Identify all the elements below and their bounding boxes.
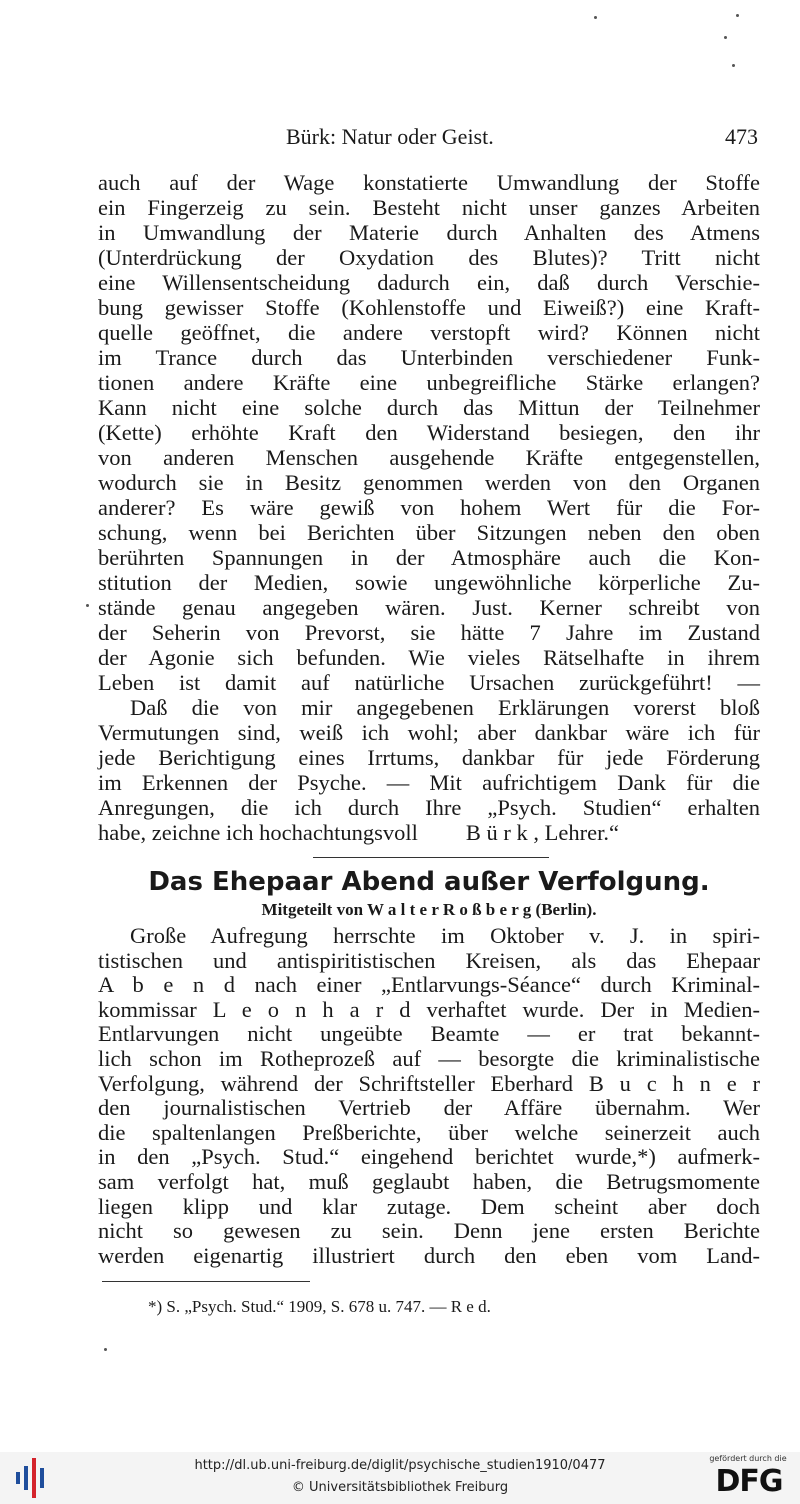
text-line: nicht so gewesen zu sein. Denn jene ersten Berichte [98, 1218, 760, 1244]
text-line: Daß die von mir angegebenen Erklärungen vorerst bloß [130, 695, 760, 720]
running-header [98, 124, 758, 156]
section-divider [313, 857, 549, 858]
text-line: Entlarvungen nicht ungeübte Beamte — er trat bekannt- [98, 1021, 760, 1047]
text-line: Kann nicht eine solche durch das Mittun der Teilnehmer [98, 395, 760, 420]
text-line: lich schon im Rotheprozeß auf — besorgte die kriminalistische [98, 1045, 760, 1071]
letter-text [98, 170, 760, 845]
text-line: auch auf der Wage konstatierte Umwandlung der Stoffe [98, 170, 760, 195]
text-line: tistischen und antispiritistischen Kreisen, als das Ehepaar [98, 947, 760, 973]
article-text [98, 924, 760, 1268]
signature-name: B ü r k , Lehrer.“ [465, 820, 619, 845]
viewer-footer [0, 1452, 800, 1504]
text-line: im Erkennen der Psyche. — Mit aufrichtigem Dank für die [98, 770, 760, 795]
text-line: werden eigenartig illustriert durch den eben vom Land- [98, 1242, 760, 1268]
text-line: in Umwandlung der Materie durch Anhalten des Atmens [98, 220, 760, 245]
text-line: anderer? Es wäre gewiß von hohem Wert für die For- [98, 495, 760, 520]
text-line: A b e n d nach einer „Entlarvungs-Séance“ durch Kriminal- [98, 972, 760, 998]
article-title: Das Ehepaar Abend außer Verfolgung. [148, 867, 710, 897]
text-line: jede Berichtigung eines Irrtums, dankbar für jede Förderung [98, 745, 760, 770]
text-line: Vermutungen sind, weiß ich wohl; aber dankbar wäre ich für [98, 720, 760, 745]
permalink-url[interactable]: http://dl.ub.uni-freiburg.de/diglit/psychische_studien1910/0477 [194, 1458, 606, 1473]
footnote: *) S. „Psych. Stud.“ 1909, S. 678 u. 747. — R e d. [148, 1297, 491, 1316]
scan-speck [104, 1348, 107, 1351]
text-line: Große Aufregung herrschte im Oktober v. J. in spiri- [130, 923, 760, 948]
scan-speck [724, 36, 727, 39]
ub-freiburg-logo-icon[interactable] [14, 1458, 48, 1498]
text-line: (Unterdrückung der Oxydation des Blutes)? Tritt nicht [98, 245, 760, 270]
text-line: liegen klipp und klar zutage. Dem scheint aber doch [98, 1193, 760, 1219]
copyright-notice: © Universitätsbibliothek Freiburg [291, 1480, 509, 1495]
text-line: im Trance durch das Unterbinden verschiedener Funk- [98, 345, 760, 370]
text-line: den journalistischen Vertrieb der Affäre übernahm. Wer [98, 1095, 760, 1121]
text-line: stitution der Medien, sowie ungewöhnliche körperliche Zu- [98, 570, 760, 595]
text-line: Anregungen, die ich durch Ihre „Psych. Studien“ erhalten [98, 795, 760, 820]
text-line: berührten Spannungen in der Atmosphäre auch die Kon- [98, 545, 760, 570]
text-line: tionen andere Kräfte eine unbegreifliche Stärke erlangen? [98, 370, 760, 395]
text-line: wodurch sie in Besitz genommen werden von den Organen [98, 470, 760, 495]
text-line: die spaltenlangen Preßberichte, über welche seinerzeit auch [98, 1119, 760, 1145]
text-line: von anderen Menschen ausgehende Kräfte entgegenstellen, [98, 445, 760, 470]
signature-line [98, 820, 760, 845]
article-byline: Mitgeteilt von W a l t e r R o ß b e r g (Berlin). [261, 900, 597, 919]
text-line: der Agonie sich befunden. Wie vieles Rätselhafte in ihrem [98, 645, 760, 670]
text-line: quelle geöffnet, die andere verstopft wird? Können nicht [98, 320, 760, 345]
funding-note: gefördert durch die [709, 1454, 787, 1463]
page-number: 473 [725, 124, 758, 149]
text-line: schung, wenn bei Berichten über Sitzungen neben den oben [98, 520, 760, 545]
text-line: kommissar L e o n h a r d verhaftet wurde. Der in Medien- [98, 996, 760, 1022]
scan-speck [594, 16, 597, 19]
text-line: sam verfolgt hat, muß geglaubt haben, die Betrugsmomente [98, 1168, 760, 1194]
text-line: bung gewisser Stoffe (Kohlenstoffe und Eiweiß?) eine Kraft- [98, 295, 760, 320]
text-line: eine Willensentscheidung dadurch ein, daß durch Verschie- [98, 270, 760, 295]
text-line: Leben ist damit auf natürliche Ursachen zurückgeführt! — [98, 670, 760, 695]
scan-speck [736, 14, 739, 17]
text-line: Verfolgung, während der Schriftsteller Eberhard B u c h n e r [98, 1070, 760, 1096]
signature-text: habe, zeichne ich hochachtungsvoll [98, 820, 418, 845]
text-line: ein Fingerzeig zu sein. Besteht nicht unser ganzes Arbeiten [98, 195, 760, 220]
text-line: stände genau angegeben wären. Just. Kerner schreibt von [98, 595, 760, 620]
footnote-rule [102, 1281, 310, 1282]
text-line: (Kette) erhöhte Kraft den Widerstand besiegen, den ihr [98, 420, 760, 445]
scan-speck [732, 64, 735, 67]
text-line: in den „Psych. Stud.“ eingehend berichtet wurde,*) aufmerk- [98, 1144, 760, 1170]
text-line: der Seherin von Prevorst, sie hätte 7 Jahre im Zustand [98, 620, 760, 645]
dfg-logo[interactable]: DFG [715, 1464, 783, 1499]
scan-speck [86, 604, 89, 607]
running-title: Bürk: Natur oder Geist. [286, 124, 494, 149]
